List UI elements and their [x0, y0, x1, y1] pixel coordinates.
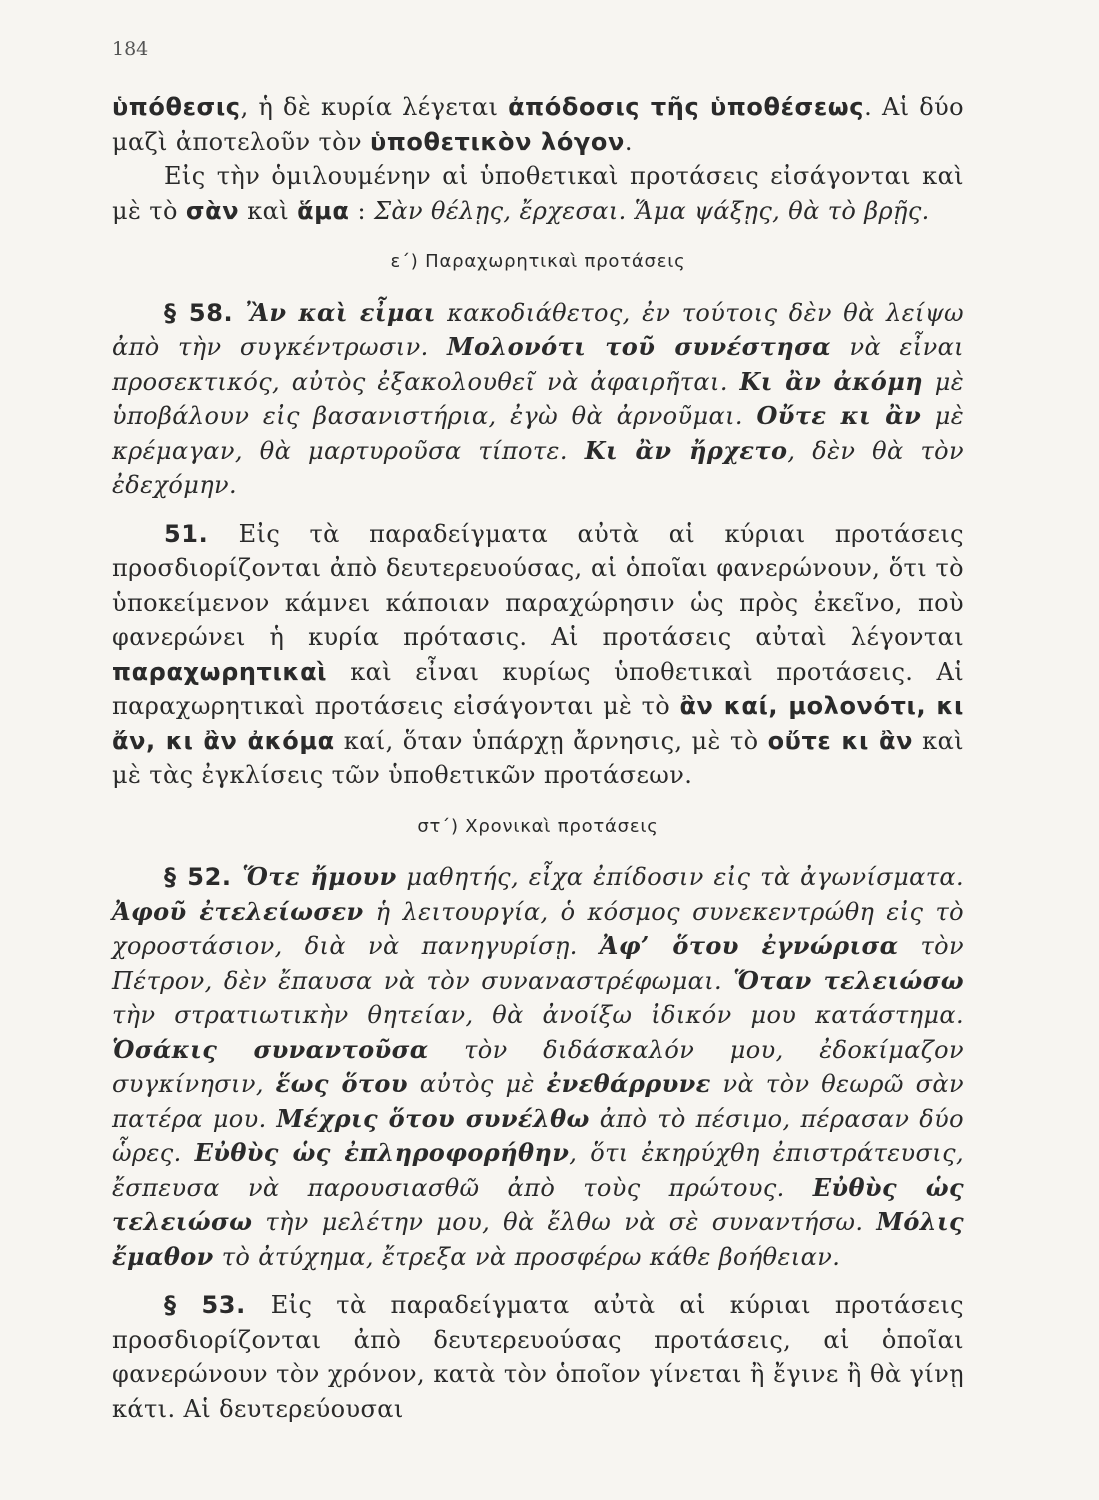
section-heading-concessive: ε΄) Παραχωρητικαὶ προτάσεις [390, 251, 686, 272]
example-text: Σὰν θέλῃς, ἔρχεσαι. Ἅμα ψάξῃς, θὰ τὸ βρῇς. [374, 196, 930, 225]
paragraph-51-explanation [112, 517, 964, 793]
text: καὶ εἶναι κυρίως ὑποθετικαὶ προτάσεις. Αἱ παραχωρητικαὶ προτάσεις εἰσάγονται μὲ τὸ [112, 657, 964, 720]
example-keyword: Ἂν καὶ εἶμαι [245, 297, 436, 327]
text: : [349, 196, 375, 225]
text: καὶ [239, 196, 298, 225]
text: Εἰς τὰ παραδείγματα αὐτὰ αἱ κύριαι προτάσεις προσδιορίζονται ἀπὸ δευτερευούσας προτάσεις, αἱ ὁποῖαι φανερώνουν τὸν χρόνον, κατὰ τὸν ὁποῖον γίνεται ἢ ἔγινε ἢ θὰ γίνῃ κάτι. Αἱ δευτερεύουσαι [112, 1291, 965, 1423]
paragraph-hypothesis [112, 90, 964, 159]
example-keyword: Κι ἂν ἀκόμη [739, 366, 924, 396]
section-number: § 58. [164, 298, 246, 327]
section-number: § 53. [164, 1291, 271, 1319]
term-hypothesis: ὑπόθεσις [112, 93, 241, 121]
example-text: αὐτὸς μὲ [407, 1070, 547, 1098]
paragraph-58-examples [112, 296, 964, 503]
example-keyword: Εὐθὺς ὡς ἐπληροφορήθην [194, 1138, 570, 1167]
example-keyword: ἕως ὅτου [275, 1069, 408, 1098]
section-heading-temporal: στ΄) Χρονικαὶ προτάσεις [417, 815, 659, 837]
section-number: § 52. [164, 863, 243, 891]
text: Εἰς τὴν ὁμιλουμένην αἱ ὑποθετικαὶ προτάσεις εἰσάγονται καὶ μὲ τὸ [112, 162, 964, 225]
section-number: 51. [164, 519, 239, 548]
page-body [112, 90, 964, 1426]
example-text: τὸν Πέτρον, δὲν ἔπαυσα νὰ τὸν συναναστρέφωμαι. [112, 932, 964, 995]
term-san: σὰν [185, 196, 240, 225]
example-text: τὸ ἀτύχημα, ἔτρεξα νὰ προσφέρω κάθε βοήθειαν. [213, 1242, 841, 1271]
text: , ἡ δὲ κυρία λέγεται [240, 93, 509, 121]
example-text: κακοδιάθετος, ἐν τούτοις δὲν θὰ λείψω ἀπὸ τὴν συγκέντρωσιν. [112, 298, 965, 361]
text: καί, ὅταν ὑπάρχῃ ἄρνησις, μὲ τὸ [334, 726, 768, 755]
example-text: τὴν μελέτην μου, θὰ ἔλθω νὰ σὲ συναντήσω. [252, 1208, 877, 1236]
example-text: νὰ τὸν θεωρῶ σὰν πατέρα μου. [112, 1070, 965, 1133]
term-apodosis: ἀπόδοσις τῆς ὑποθέσεως [508, 93, 865, 121]
example-keyword: Εὐθὺς ὡς τελειώσω [112, 1172, 964, 1236]
example-keyword: Ὅτε ἤμουν [242, 862, 397, 891]
term-ama: ἅμα [297, 196, 350, 225]
example-text: ἀπὸ τὸ πέσιμο, πέρασαν δύο ὧρες. [112, 1104, 964, 1167]
paragraph-53-explanation [112, 1288, 964, 1426]
example-text: νὰ εἶναι προσεκτικός, αὐτὸς ἐξακολουθεῖ νὰ ἀφαιρῆται. [112, 333, 964, 396]
example-text: μὲ κρέμαγαν, θὰ μαρτυροῦσα τίποτε. [112, 402, 964, 465]
page-number: 184 [112, 38, 149, 60]
paragraph-colloquial [112, 159, 964, 228]
example-text: , δὲν θὰ τὸν ἐδεχόμην. [112, 436, 964, 499]
paragraph-52-examples [112, 860, 964, 1274]
example-text: μαθητής, εἶχα ἐπίδοσιν εἰς τὰ ἀγωνίσματα. [396, 863, 965, 891]
example-keyword: Ἀφ’ ὅτου ἐγνώρισα [599, 931, 899, 960]
example-keyword: ἐνεθάρρυνε [546, 1069, 711, 1098]
example-keyword: Οὔτε κι ἂν [756, 401, 922, 430]
example-keyword: Μολονότι τοῦ συνέστησα [447, 332, 832, 361]
term-hypothetical-sentence: ὑποθετικὸν λόγον [370, 127, 625, 156]
text: . [624, 127, 633, 156]
example-text: ἡ λειτουργία, ὁ κόσμος συνεκεντρώθη εἰς τὸ χοροστάσιον, διὰ νὰ πανηγυρίσῃ. [112, 897, 964, 960]
text: καὶ μὲ τὰς ἐγκλίσεις τῶν ὑποθετικῶν προτάσεων. [112, 726, 964, 789]
text: . Αἱ δύο μαζὶ ἀποτελοῦν τὸν [112, 93, 964, 156]
example-text: τὴν στρατιωτικὴν θητείαν, θὰ ἀνοίξω ἰδικόν μου κατάστημα. [112, 1001, 964, 1029]
example-keyword: Ὅταν τελειώσω [733, 965, 965, 995]
example-keyword: Κι ἂν ἤρχετο [584, 435, 788, 465]
term-conjunctions: ἂν καί, μολονότι, κι ἄν, κι ἂν ἀκόμα [112, 692, 964, 755]
example-text: , ὅτι ἐκηρύχθη ἐπιστράτευσις, ἔσπευσα νὰ παρουσιασθῶ ἀπὸ τοὺς πρώτους. [112, 1139, 964, 1202]
example-keyword: Ὁσάκις συναντοῦσα [112, 1034, 429, 1064]
text: Εἰς τὰ παραδείγματα αὐτὰ αἱ κύριαι προτάσεις προσδιορίζονται ἀπὸ δευτερευούσας, αἱ ὁποῖαι φανερώνουν, ὅτι τὸ ὑποκείμενον κάμνει κάποιαν παραχώρησιν ὡς πρὸς ἐκεῖνο, ποὺ φανερώνει ἡ κυρία πρότασις. Αἱ προτάσεις αὐταὶ λέγονται [112, 519, 965, 651]
term-concessive: παραχωρητικαὶ [112, 657, 328, 686]
term-oute-ki-an: οὔτε κι ἂν [767, 726, 914, 755]
example-text: τὸν διδάσκαλόν μου, ἐδοκίμαζον συγκίνησιν, [112, 1035, 964, 1098]
example-keyword: Μέχρις ὅτου συνέλθω [276, 1103, 590, 1133]
example-text: μὲ ὑποβάλουν εἰς βασανιστήρια, ἐγὼ θὰ ἀρνοῦμαι. [112, 367, 964, 430]
example-keyword: Μόλις ἔμαθον [112, 1207, 964, 1271]
example-keyword: Ἀφοῦ ἐτελείωσεν [112, 896, 364, 926]
